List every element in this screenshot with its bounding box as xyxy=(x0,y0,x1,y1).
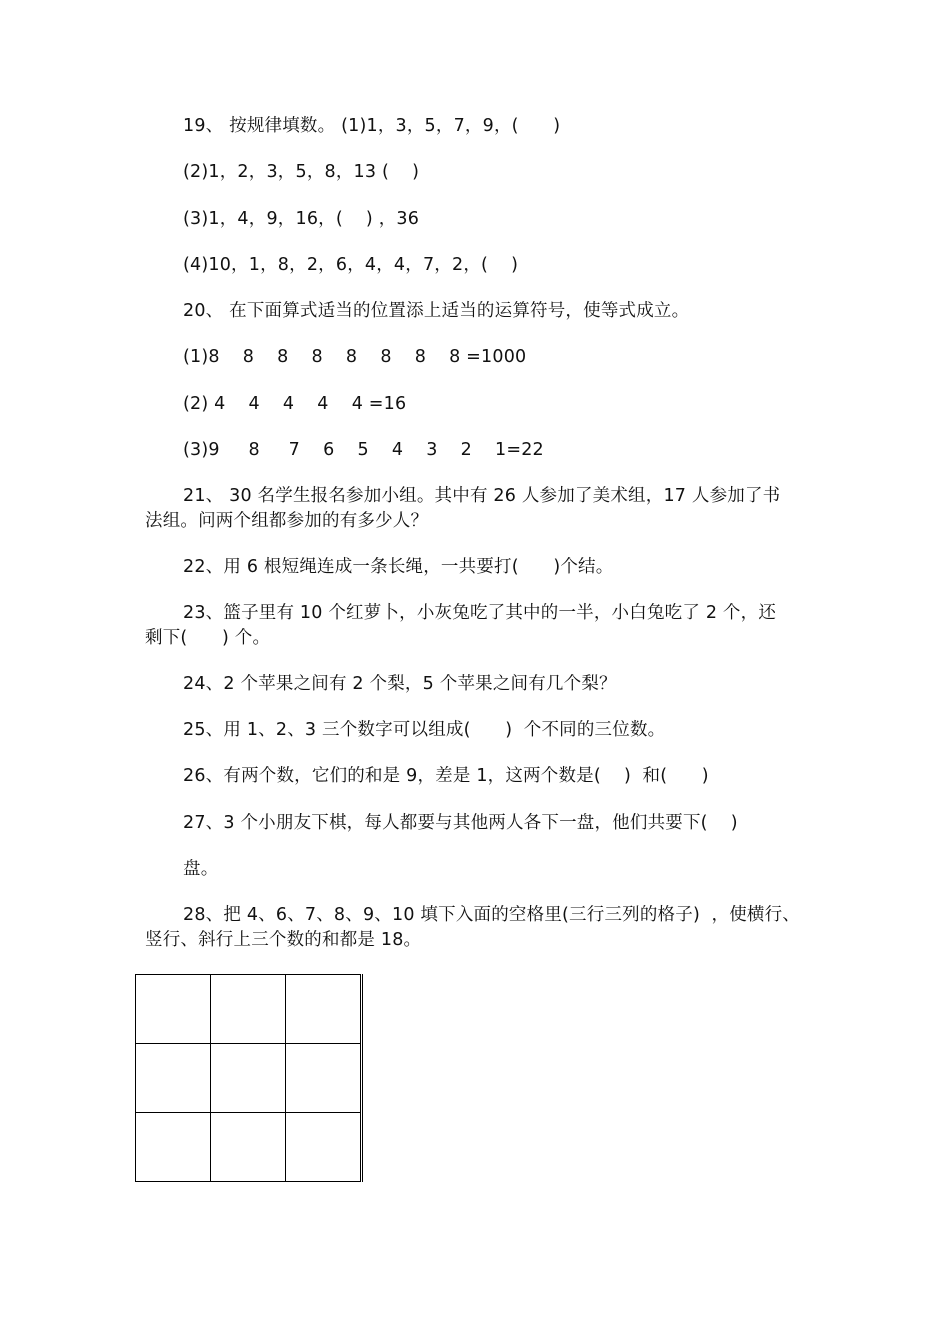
question-23-line-2: 剩下( ) 个。 xyxy=(145,628,271,648)
question-23-line-1: 23、篮子里有 10 个红萝卜，小灰兔吃了其中的一半，小白兔吃了 2 个，还 xyxy=(183,603,777,623)
grid-cell[interactable] xyxy=(211,1113,286,1182)
grid-cell[interactable] xyxy=(286,1113,361,1182)
grid-row xyxy=(136,1113,361,1182)
question-20-line-1: 20、 在下面算式适当的位置添上适当的运算符号，使等式成立。 xyxy=(183,301,690,321)
grid-cell[interactable] xyxy=(286,975,361,1044)
question-19-line-3: (3)1，4，9，16，( ) ，36 xyxy=(183,209,420,229)
grid-cell[interactable] xyxy=(136,1113,211,1182)
grid-cell[interactable] xyxy=(286,1044,361,1113)
question-26-line-1: 26、有两个数，它们的和是 9，差是 1，这两个数是( ) 和( ) xyxy=(183,766,709,786)
question-20-line-4: (3)9 8 7 6 5 4 3 2 1=22 xyxy=(183,440,544,460)
question-27-line-1: 27、3 个小朋友下棋，每人都要与其他两人各下一盘，他们共要下( ) xyxy=(183,813,738,833)
question-25-line-1: 25、用 1、2、3 三个数字可以组成( ) 个不同的三位数。 xyxy=(183,720,666,740)
grid-row xyxy=(136,1044,361,1113)
question-27-line-2: 盘。 xyxy=(183,859,219,879)
grid-outer-border xyxy=(362,974,363,1182)
question-21-line-1: 21、 30 名学生报名参加小组。其中有 26 人参加了美术组，17 人参加了书 xyxy=(183,486,781,506)
grid-cell[interactable] xyxy=(136,975,211,1044)
question-19-line-1: 19、 按规律填数。 (1)1，3，5，7，9，( ) xyxy=(183,116,561,136)
grid-row xyxy=(136,975,361,1044)
grid-cell[interactable] xyxy=(211,1044,286,1113)
question-19-line-4: (4)10，1，8，2，6，4，4，7，2，( ) xyxy=(183,255,519,275)
question-20-line-2: (1)8 8 8 8 8 8 8 8 =1000 xyxy=(183,347,527,367)
question-28-line-1: 28、把 4、6、7、8、9、10 填下入面的空格里(三行三列的格子) ，使横行、 xyxy=(183,905,801,925)
question-22-line-1: 22、用 6 根短绳连成一条长绳，一共要打( )个结。 xyxy=(183,557,614,577)
question-24-line-1: 24、2 个苹果之间有 2 个梨，5 个苹果之间有几个梨？ xyxy=(183,674,617,694)
question-20-line-3: (2) 4 4 4 4 4 =16 xyxy=(183,394,407,414)
question-28-line-2: 竖行、斜行上三个数的和都是 18。 xyxy=(145,930,422,950)
question-19-line-2: (2)1，2，3，5，8，13 ( ) xyxy=(183,162,420,182)
grid-cell[interactable] xyxy=(211,975,286,1044)
grid-cell[interactable] xyxy=(136,1044,211,1113)
answer-grid xyxy=(135,974,361,1182)
question-21-line-2: 法组。问两个组都参加的有多少人？ xyxy=(145,511,429,531)
